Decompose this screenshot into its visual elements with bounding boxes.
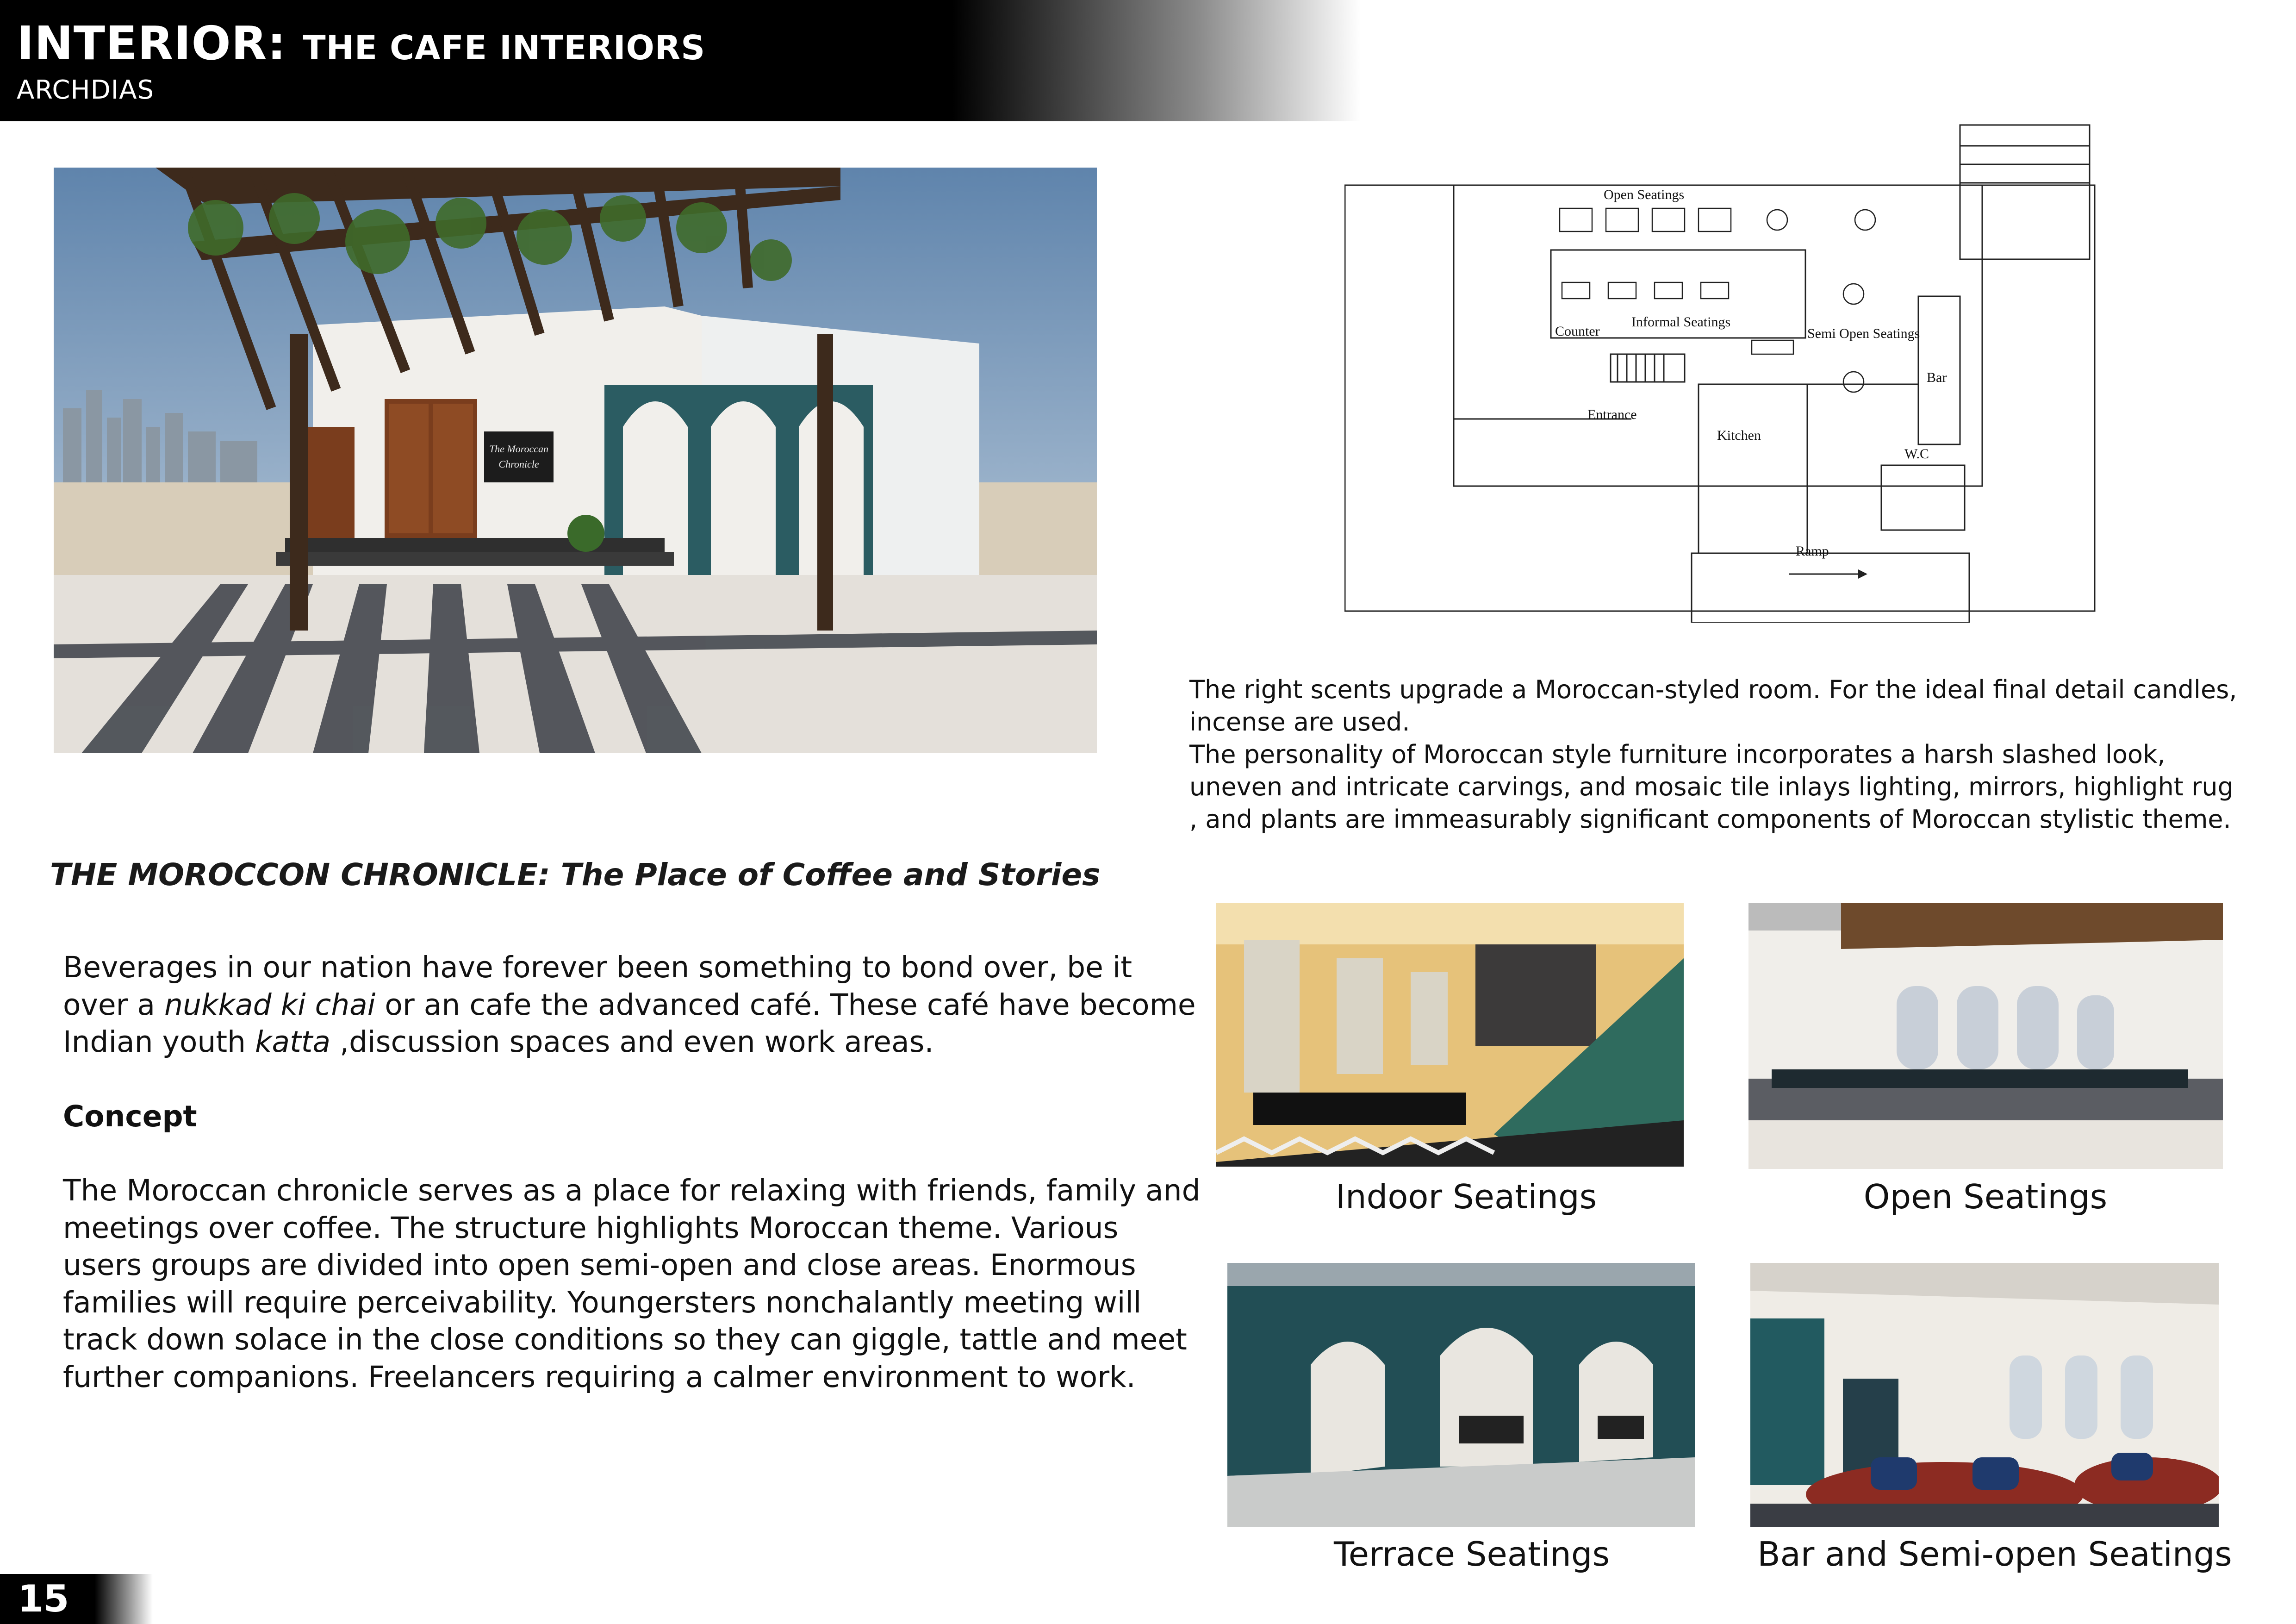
page-subtitle: ARCHDIAS	[17, 75, 155, 105]
floor-plan-drawing	[1344, 123, 2113, 623]
bar-semi-open-seatings-image	[1750, 1263, 2219, 1527]
plan-label-informal-seatings: Informal Seatings	[1631, 314, 1731, 330]
caption-bar-semi-open-seatings: Bar and Semi-open Seatings	[1757, 1535, 2232, 1574]
page-title	[17, 16, 705, 75]
plan-label-entrance: Entrance	[1587, 407, 1637, 422]
plan-label-open-seatings: Open Seatings	[1604, 187, 1685, 202]
hero-sign-line2: Chronicle	[498, 458, 539, 470]
plan-label-semi-open-seatings: Semi Open Seatings	[1807, 326, 1920, 341]
title-main: INTERIOR:	[17, 16, 286, 70]
intro-italic-2: katta	[255, 1025, 331, 1059]
design-description-p1: The right scents upgrade a Moroccan-styled room. For the ideal final detail candles, incense are used.	[1189, 675, 2237, 737]
concept-title: Concept	[63, 1099, 197, 1133]
hero-sign-line1: The Moroccan	[489, 443, 549, 455]
plan-label-kitchen: Kitchen	[1717, 428, 1761, 443]
title-sub: THE CAFE INTERIORS	[303, 28, 706, 67]
indoor-seatings-image	[1216, 903, 1684, 1167]
hero-render-image	[54, 168, 1097, 753]
caption-open-seatings: Open Seatings	[1863, 1177, 2108, 1216]
caption-terrace-seatings: Terrace Seatings	[1333, 1535, 1610, 1574]
body-text	[63, 949, 1201, 1396]
plan-label-counter: Counter	[1555, 324, 1600, 339]
page-number: 15	[18, 1577, 69, 1620]
plan-label-wc: W.C	[1904, 446, 1929, 462]
intro-paragraph	[63, 949, 1201, 1061]
design-description	[1189, 674, 2245, 836]
intro-text-1: Beverages in our nation have forever been something to bond over, be it over a	[63, 950, 1132, 1022]
design-description-p2: The personality of Moroccan style furniture incorporates a harsh slashed look, uneven and intricate carvings, and mosaic tile inlays lighting, mirrors, highlight rug , and plants are immeasurably significant components of Moroccan stylistic theme.	[1189, 740, 2234, 834]
open-seatings-image	[1748, 903, 2223, 1169]
intro-text-3: ,discussion spaces and even work areas.	[330, 1025, 934, 1059]
caption-indoor-seatings: Indoor Seatings	[1335, 1177, 1597, 1216]
intro-italic-1: nukkad ki chai	[164, 987, 376, 1022]
plan-label-ramp: Ramp	[1796, 543, 1829, 559]
intro-text-2: or an cafe the advanced café. These café have become Indian youth	[63, 987, 1196, 1059]
terrace-seatings-image	[1227, 1263, 1695, 1527]
concept-paragraph: The Moroccan chronicle serves as a place for relaxing with friends, family and meetings over coffee. The structure highlights Moroccan theme. Various users groups are divided into open semi-open and close areas. Enormous families will require perceivability. Youngersters nonchalantly meeting will track down solace in the close conditions so they can giggle, tattle and meet further companions. Freelancers requiring a calmer environment to work.	[63, 1174, 1201, 1394]
section-heading: THE MOROCCON CHRONICLE: The Place of Coffee and Stories	[50, 857, 1101, 893]
plan-label-bar: Bar	[1927, 370, 1947, 385]
